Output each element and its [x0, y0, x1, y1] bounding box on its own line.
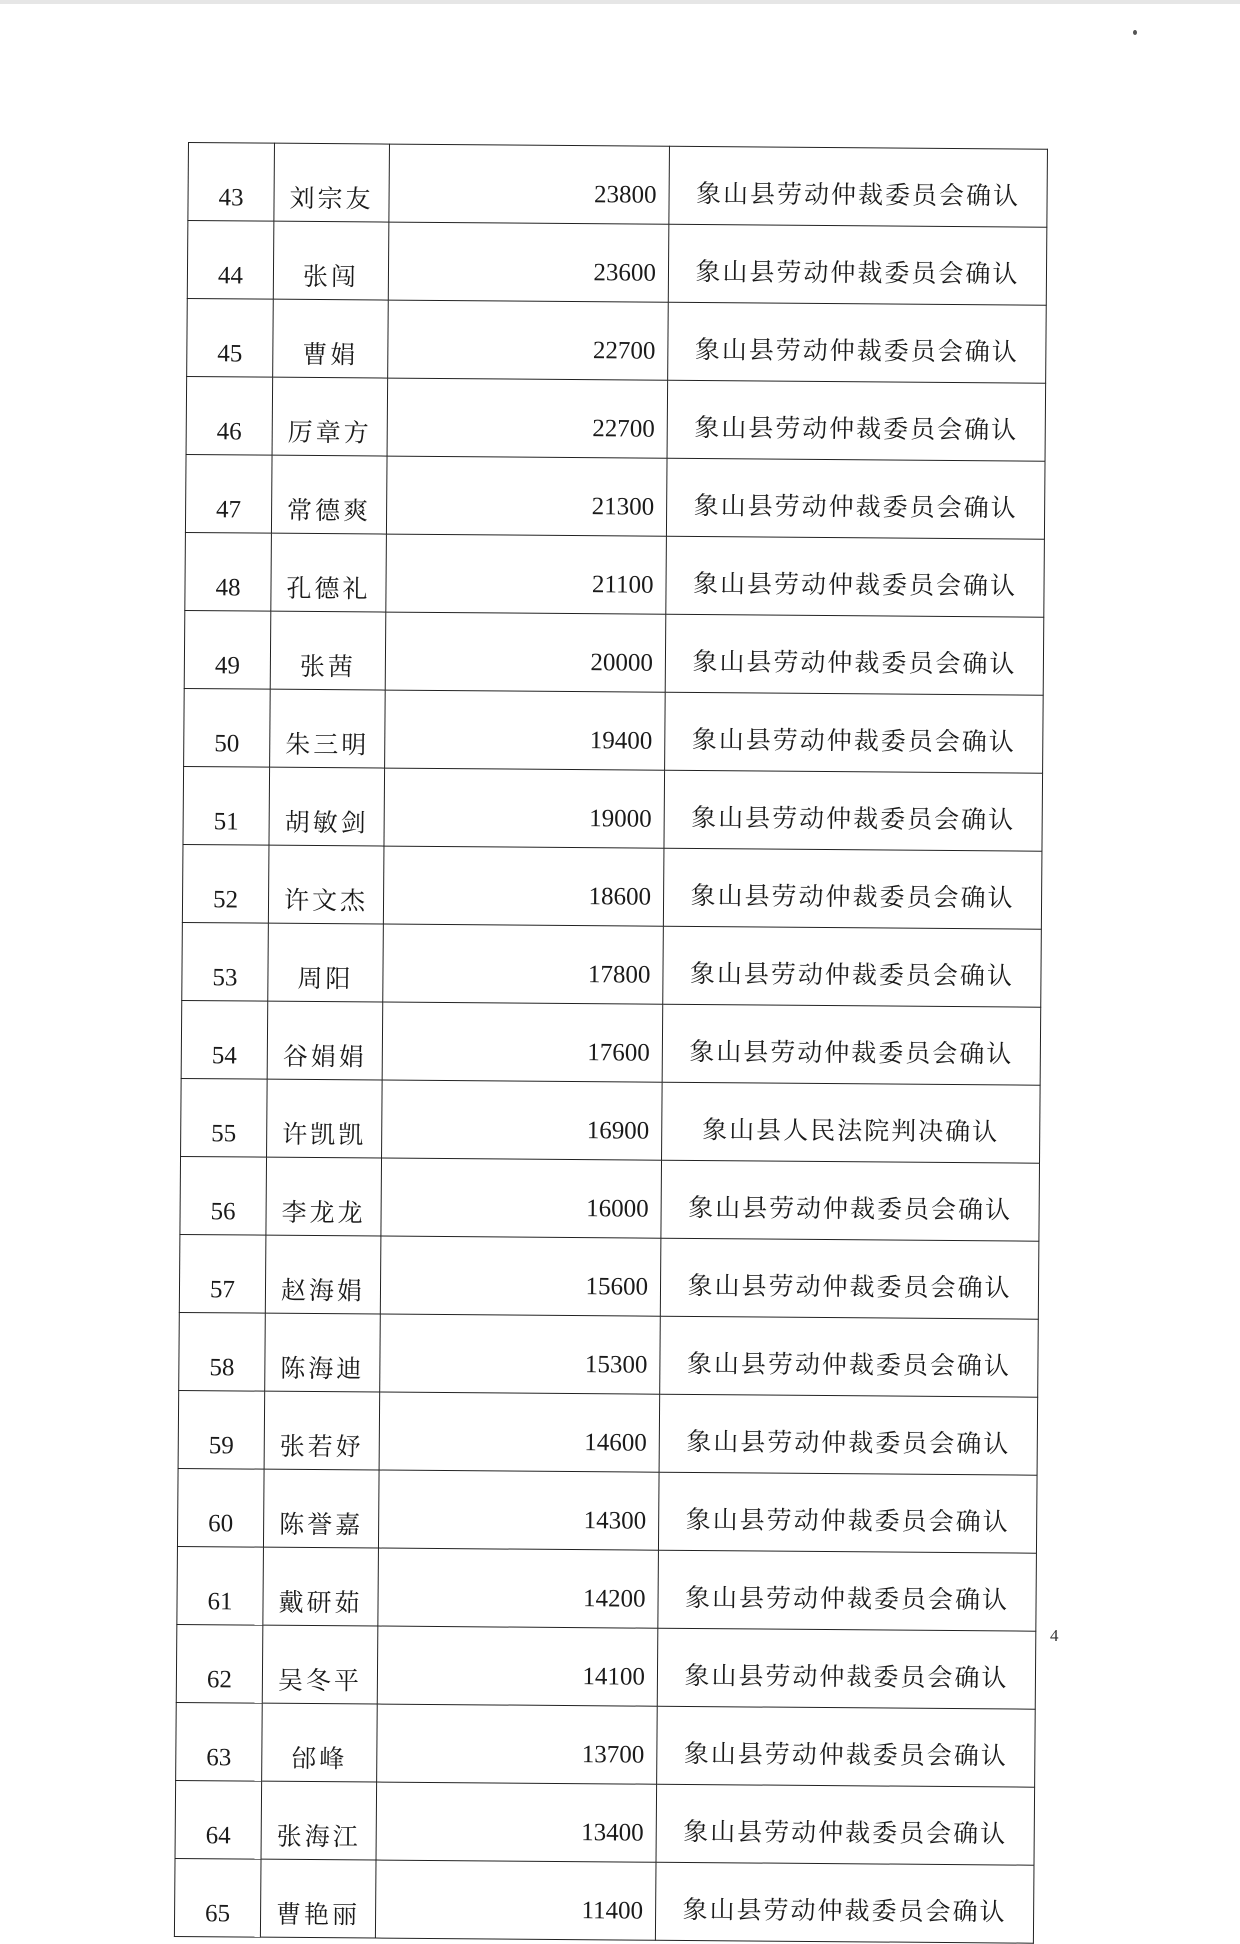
amount-cell: 17600: [382, 1002, 663, 1082]
row-number-cell: 53: [182, 922, 269, 1001]
scan-top-edge: [0, 0, 1240, 4]
table-row: [185, 532, 1045, 617]
row-number-cell: 43: [188, 143, 275, 222]
employee-name-cell: 张闯: [273, 221, 389, 300]
row-number-cell: 55: [181, 1078, 268, 1157]
employee-name-cell: 曹娟: [273, 299, 389, 378]
confirmation-cell: 象山县劳动仲裁委员会确认: [658, 1472, 1037, 1553]
amount-cell: 22700: [387, 378, 668, 458]
employee-name-cell: 朱三明: [270, 689, 386, 768]
amount-cell: 14300: [378, 1470, 659, 1550]
amount-cell: 21100: [386, 534, 667, 614]
row-number-cell: 57: [179, 1234, 266, 1313]
row-number-cell: 46: [186, 376, 273, 455]
table-row: [179, 1234, 1039, 1319]
amount-cell: 15300: [380, 1314, 661, 1394]
confirmation-cell: 象山县劳动仲裁委员会确认: [668, 302, 1047, 383]
table-row: [184, 688, 1044, 773]
employee-name-cell: 陈海迪: [265, 1313, 381, 1392]
table-row: [179, 1312, 1039, 1397]
row-number-cell: 65: [174, 1858, 261, 1937]
employee-name-cell: 许凯凯: [267, 1079, 383, 1158]
confirmation-cell: 象山县劳动仲裁委员会确认: [666, 536, 1045, 617]
table-row: [181, 1078, 1041, 1163]
wage-claims-table: [174, 142, 1048, 1944]
amount-cell: 16900: [382, 1080, 663, 1160]
employee-name-cell: 吴冬平: [262, 1625, 378, 1704]
confirmation-cell: 象山县劳动仲裁委员会确认: [662, 1004, 1041, 1085]
employee-name-cell: 赵海娟: [265, 1235, 381, 1314]
table-row: [186, 376, 1046, 461]
amount-cell: 13700: [377, 1704, 658, 1784]
table-row: [175, 1780, 1035, 1865]
row-number-cell: 52: [182, 844, 269, 923]
row-number-cell: 60: [177, 1468, 264, 1547]
confirmation-cell: 象山县劳动仲裁委员会确认: [660, 1316, 1039, 1397]
row-number-cell: 54: [181, 1000, 268, 1079]
amount-cell: 19400: [385, 690, 666, 770]
employee-name-cell: 邰峰: [262, 1703, 378, 1782]
employee-name-cell: 曹艳丽: [260, 1859, 376, 1938]
row-number-cell: 48: [185, 532, 272, 611]
table-row: [182, 922, 1042, 1007]
amount-cell: 23800: [389, 144, 670, 224]
row-number-cell: 62: [176, 1624, 263, 1703]
row-number-cell: 44: [187, 221, 274, 300]
amount-cell: 21300: [386, 456, 667, 536]
table-row: [176, 1702, 1036, 1787]
row-number-cell: 51: [183, 766, 270, 845]
confirmation-cell: 象山县劳动仲裁委员会确认: [668, 224, 1047, 305]
employee-name-cell: 谷娟娟: [267, 1001, 383, 1080]
amount-cell: 20000: [385, 612, 666, 692]
table-body: [174, 143, 1047, 1944]
table-row: [182, 844, 1042, 929]
confirmation-cell: 象山县劳动仲裁委员会确认: [658, 1550, 1037, 1631]
table-row: [177, 1468, 1037, 1553]
row-number-cell: 64: [175, 1780, 262, 1859]
table-row: [184, 610, 1044, 695]
amount-cell: 14100: [377, 1626, 658, 1706]
amount-cell: 14600: [379, 1392, 660, 1472]
amount-cell: 22700: [388, 300, 669, 380]
row-number-cell: 59: [178, 1390, 265, 1469]
confirmation-cell: 象山县劳动仲裁委员会确认: [663, 848, 1042, 929]
confirmation-cell: 象山县劳动仲裁委员会确认: [661, 1160, 1040, 1241]
amount-cell: 14200: [378, 1548, 659, 1628]
employee-name-cell: 李龙龙: [266, 1157, 382, 1236]
amount-cell: 17800: [383, 924, 664, 1004]
amount-cell: 13400: [376, 1782, 657, 1862]
confirmation-cell: 象山县劳动仲裁委员会确认: [667, 380, 1046, 461]
table-row: [185, 454, 1045, 539]
confirmation-cell: 象山县人民法院判决确认: [662, 1082, 1041, 1163]
employee-name-cell: 周阳: [268, 923, 384, 1002]
row-number-cell: 49: [184, 610, 271, 689]
confirmation-cell: 象山县劳动仲裁委员会确认: [664, 770, 1043, 851]
amount-cell: 15600: [380, 1236, 661, 1316]
employee-name-cell: 厉章方: [272, 377, 388, 456]
employee-name-cell: 刘宗友: [274, 143, 390, 222]
table-row: [188, 143, 1048, 228]
scan-speck: [1133, 30, 1137, 35]
amount-cell: 18600: [383, 846, 664, 926]
employee-name-cell: 戴研茹: [263, 1547, 379, 1626]
confirmation-cell: 象山县劳动仲裁委员会确认: [663, 926, 1042, 1007]
confirmation-cell: 象山县劳动仲裁委员会确认: [656, 1784, 1035, 1865]
employee-name-cell: 胡敏剑: [269, 767, 385, 846]
confirmation-cell: 象山县劳动仲裁委员会确认: [657, 1628, 1036, 1709]
employee-name-cell: 陈誉嘉: [263, 1469, 379, 1548]
row-number-cell: 61: [177, 1546, 264, 1625]
page-number: 4: [1050, 1626, 1059, 1645]
table-row: [183, 766, 1043, 851]
table-container: [174, 142, 1048, 1944]
confirmation-cell: 象山县劳动仲裁委员会确认: [666, 458, 1045, 539]
row-number-cell: 50: [184, 688, 271, 767]
table-row: [181, 1000, 1041, 1085]
employee-name-cell: 张海江: [261, 1781, 377, 1860]
confirmation-cell: 象山县劳动仲裁委员会确认: [657, 1706, 1036, 1787]
employee-name-cell: 常德爽: [271, 455, 387, 534]
table-row: [174, 1858, 1034, 1943]
amount-cell: 19000: [384, 768, 665, 848]
amount-cell: 23600: [388, 222, 669, 302]
table-row: [176, 1624, 1036, 1709]
row-number-cell: 45: [187, 298, 274, 377]
row-number-cell: 58: [179, 1312, 266, 1391]
employee-name-cell: 张若妤: [264, 1391, 380, 1470]
confirmation-cell: 象山县劳动仲裁委员会确认: [665, 692, 1044, 773]
confirmation-cell: 象山县劳动仲裁委员会确认: [655, 1862, 1034, 1943]
table-row: [178, 1390, 1038, 1475]
confirmation-cell: 象山县劳动仲裁委员会确认: [659, 1394, 1038, 1475]
amount-cell: 16000: [381, 1158, 662, 1238]
employee-name-cell: 张茜: [270, 611, 386, 690]
row-number-cell: 56: [180, 1156, 267, 1235]
row-number-cell: 63: [176, 1702, 263, 1781]
confirmation-cell: 象山县劳动仲裁委员会确认: [669, 146, 1048, 227]
employee-name-cell: 许文杰: [268, 845, 384, 924]
table-row: [187, 298, 1047, 383]
table-row: [177, 1546, 1037, 1631]
confirmation-cell: 象山县劳动仲裁委员会确认: [660, 1238, 1039, 1319]
row-number-cell: 47: [185, 454, 272, 533]
confirmation-cell: 象山县劳动仲裁委员会确认: [665, 614, 1044, 695]
table-row: [187, 221, 1047, 306]
employee-name-cell: 孔德礼: [271, 533, 387, 612]
table-row: [180, 1156, 1040, 1241]
amount-cell: 11400: [375, 1860, 656, 1940]
